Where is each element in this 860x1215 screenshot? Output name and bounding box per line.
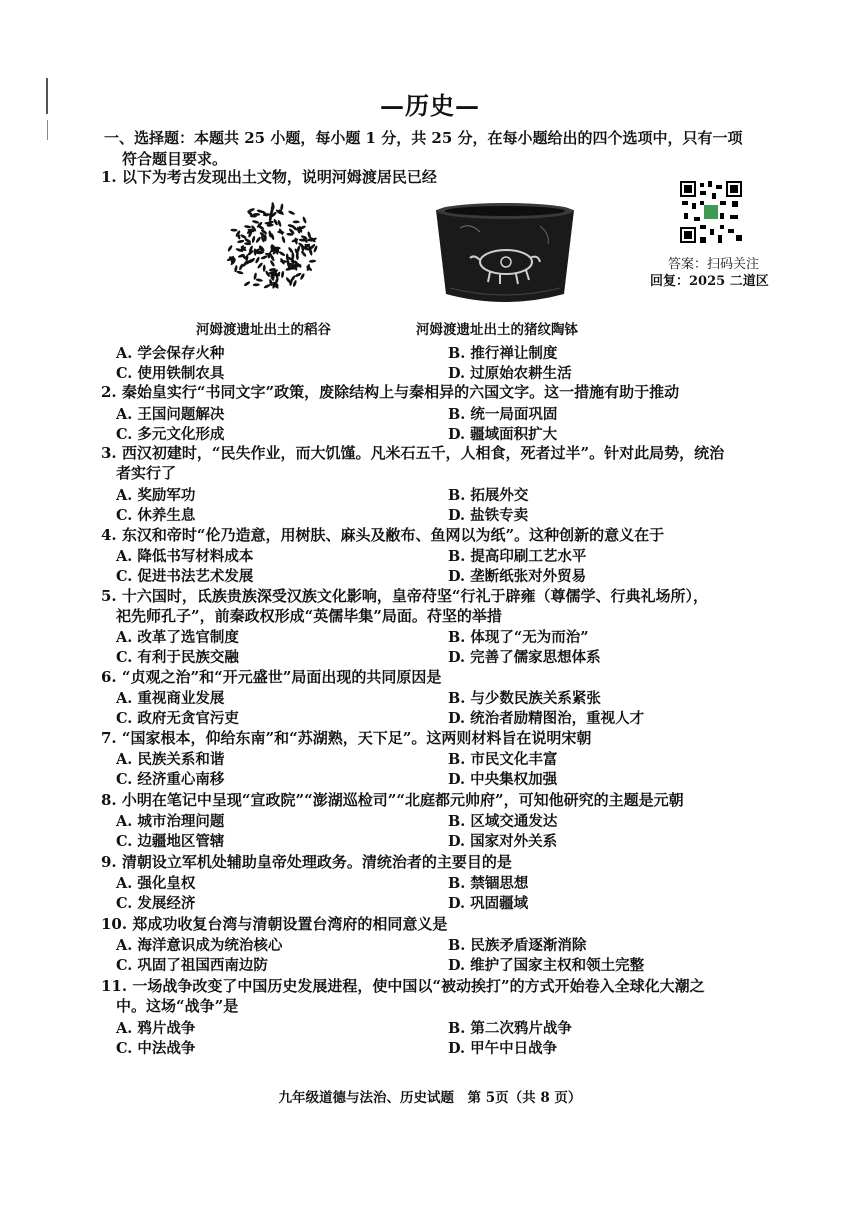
option-b: B. 体现了“无为而治” — [448, 629, 589, 646]
bowl-caption: 河姆渡遗址出土的猪纹陶钵 — [416, 322, 578, 338]
option-d: D. 中央集权加强 — [448, 771, 558, 788]
option-a: A. 民族关系和谐 — [116, 751, 225, 768]
question-stem: 8. 小明在笔记中呈现“宣政院”“澎湖巡检司”“北庭都元帅府”，可知他研究的主题是元朝 — [101, 791, 684, 809]
page-title: —历史— — [380, 91, 480, 120]
option-d: D. 统治者励精图治，重视人才 — [448, 710, 645, 727]
option-b: B. 市民文化丰富 — [448, 751, 558, 768]
question-stem-cont: 祀先师孔子”，前秦政权形成“英儒毕集”局面。苻坚的举措 — [116, 607, 502, 625]
option-a: A. 重视商业发展 — [116, 690, 225, 707]
option-a: A. 奖励军功 — [116, 487, 196, 504]
option-c: C. 中法战争 — [116, 1040, 196, 1057]
option-a: A. 降低书写材料成本 — [116, 548, 254, 565]
option-c: C. 政府无贪官污吏 — [116, 710, 239, 727]
option-b: B. 与少数民族关系紧张 — [448, 690, 601, 707]
option-a: A. 城市治理问题 — [116, 813, 225, 830]
option-d: D. 巩固疆域 — [448, 895, 529, 912]
question-stem: 5. 十六国时，氐族贵族深受汉族文化影响，皇帝苻坚“行礼于辟雍（尊儒学、行典礼场所）， — [101, 587, 709, 605]
option-c: C. 使用铁制农具 — [116, 365, 225, 382]
option-c: C. 边疆地区管辖 — [116, 833, 225, 850]
option-d: D. 维护了国家主权和领土完整 — [448, 957, 645, 974]
option-a: A. 王国问题解决 — [116, 406, 225, 423]
option-b: B. 区域交通发达 — [448, 813, 558, 830]
option-b: B. 推行禅让制度 — [448, 345, 558, 362]
option-a: A. 改革了选官制度 — [116, 629, 239, 646]
option-d: D. 盐铁专卖 — [448, 507, 529, 524]
rice-grains-image — [222, 198, 322, 298]
page-footer: 九年级道德与法治、历史试题 第 5页（共 8 页） — [278, 1090, 582, 1106]
rice-caption: 河姆渡遗址出土的稻谷 — [196, 322, 331, 338]
option-d: D. 过原始农耕生活 — [448, 365, 572, 382]
option-c: C. 发展经济 — [116, 895, 196, 912]
option-b: B. 拓展外交 — [448, 487, 529, 504]
option-b: B. 禁锢思想 — [448, 875, 529, 892]
option-b: B. 民族矛盾逐渐消除 — [448, 937, 587, 954]
option-b: B. 第二次鸦片战争 — [448, 1020, 572, 1037]
question-stem: 7. “国家根本，仰给东南”和“苏湖熟，天下足”。这两则材料旨在说明宋朝 — [101, 729, 592, 747]
option-d: D. 国家对外关系 — [448, 833, 558, 850]
qr-caption-line1: 答案：扫码关注 — [668, 257, 760, 272]
scan-edge-mark — [47, 120, 48, 140]
question-stem: 4. 东汉和帝时“伦乃造意，用树肤、麻头及敝布、鱼网以为纸”。这种创新的意义在于 — [101, 526, 665, 544]
question-stem: 10. 郑成功收复台湾与清朝设置台湾府的相同意义是 — [101, 915, 448, 933]
option-c: C. 经济重心南移 — [116, 771, 225, 788]
option-c: C. 巩固了祖国西南边防 — [116, 957, 268, 974]
option-d: D. 疆域面积扩大 — [448, 426, 558, 443]
option-c: C. 多元文化形成 — [116, 426, 225, 443]
option-c: C. 促进书法艺术发展 — [116, 568, 254, 585]
question-stem: 6. “贞观之治”和“开元盛世”局面出现的共同原因是 — [101, 668, 442, 686]
option-d: D. 完善了儒家思想体系 — [448, 649, 601, 666]
qr-caption-line2: 回复：2025 二道区 — [650, 274, 769, 289]
question-stem: 1. 以下为考古发现出土文物，说明河姆渡居民已经 — [101, 168, 437, 186]
section-heading: 一、选择题：本题共 25 小题，每小题 1 分，共 25 分，在每小题给出的四个选项中，只有一项 — [104, 129, 743, 147]
option-d: D. 垄断纸张对外贸易 — [448, 568, 587, 585]
option-a: A. 学会保存火种 — [116, 345, 225, 362]
option-a: A. 海洋意识成为统治核心 — [116, 937, 283, 954]
pottery-bowl-image — [430, 198, 580, 310]
option-d: D. 甲午中日战争 — [448, 1040, 558, 1057]
question-stem-cont: 中。这场“战争”是 — [116, 997, 239, 1015]
question-stem: 2. 秦始皇实行“书同文字”政策，废除结构上与秦相异的六国文字。这一措施有助于推动 — [101, 383, 680, 401]
section-heading-cont: 符合题目要求。 — [122, 150, 228, 168]
option-a: A. 鸦片战争 — [116, 1020, 196, 1037]
question-stem: 9. 清朝设立军机处辅助皇帝处理政务。清统治者的主要目的是 — [101, 853, 512, 871]
option-c: C. 休养生息 — [116, 507, 196, 524]
option-c: C. 有利于民族交融 — [116, 649, 239, 666]
question-stem: 3. 西汉初建时，“民失作业，而大饥馑。凡米石五千，人相食，死者过半”。针对此局势，统治 — [101, 444, 725, 462]
option-b: B. 统一局面巩固 — [448, 406, 558, 423]
question-stem-cont: 者实行了 — [116, 464, 177, 482]
option-a: A. 强化皇权 — [116, 875, 196, 892]
qr-code-image — [680, 181, 742, 243]
question-stem: 11. 一场战争改变了中国历史发展进程，使中国以“被动挨打”的方式开始卷入全球化大潮之 — [101, 977, 705, 995]
option-b: B. 提高印刷工艺水平 — [448, 548, 587, 565]
